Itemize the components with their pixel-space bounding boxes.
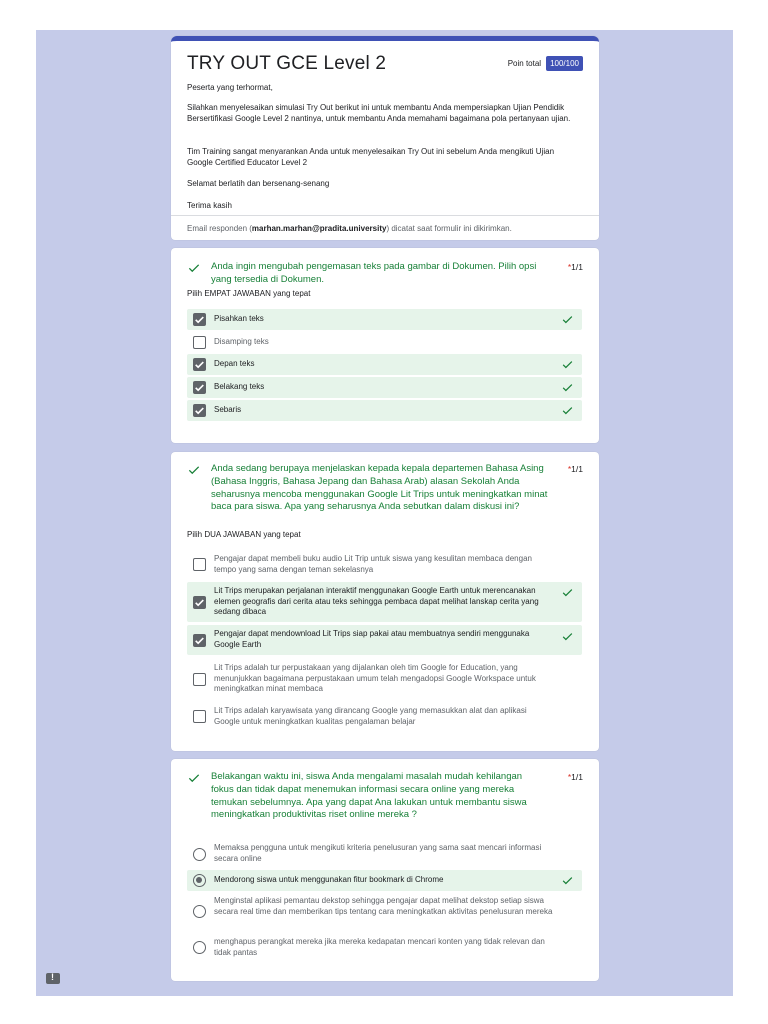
option-label: Pisahkan teks	[214, 314, 264, 323]
correct-check-icon	[561, 381, 574, 394]
question-instruction: Pilih EMPAT JAWABAN yang tepat	[187, 289, 311, 298]
option-lit-trips-google-earth[interactable]	[187, 582, 582, 622]
correct-check-icon	[561, 358, 574, 371]
question-score: *1/1	[567, 464, 583, 474]
option-label: Sebaris	[214, 405, 242, 414]
option-disamping-teks[interactable]	[187, 332, 582, 353]
option-label: menghapus perangkat mereka jika mereka kedapatan mencari konten yang tidak relevan dan tidak pantas	[214, 937, 545, 957]
option-label: Lit Trips adalah tur perpustakaan yang dijalankan oleh tim Google for Education, yang menunjukkan bagaimana perpustakaan umum telah mengadopsi Google Workspace untuk meningkatkan minat membaca	[214, 663, 536, 693]
option-depan-teks[interactable]	[187, 354, 582, 375]
question-instruction: Pilih DUA JAWABAN yang tepat	[187, 530, 301, 539]
option-force-criteria[interactable]	[187, 840, 582, 868]
checkbox-checked[interactable]	[193, 404, 206, 417]
feedback-icon[interactable]	[46, 973, 60, 984]
checkbox-unchecked[interactable]	[193, 710, 206, 723]
checkbox-checked[interactable]	[193, 596, 206, 609]
option-label: Mendorong siswa untuk menggunakan fitur bookmark di Chrome	[214, 875, 444, 884]
option-label: Depan teks	[214, 359, 255, 368]
checkbox-checked[interactable]	[193, 634, 206, 647]
option-label: Lit Trips adalah karyawisata yang dirancang Google yang memasukkan alat dan aplikasi Google untuk meningkatkan kualitas pengalaman belajar	[214, 706, 527, 726]
question-score: *1/1	[567, 772, 583, 782]
description-paragraph-3: Selamat berlatih dan bersenang-senang	[187, 179, 330, 188]
description-paragraph-4: Terima kasih	[187, 201, 232, 210]
points-label: Poin total	[507, 59, 542, 68]
question-card-3	[171, 759, 599, 981]
option-label: Memaksa pengguna untuk mengikuti kriteria penelusuran yang sama saat mencari informasi secara online	[214, 843, 542, 863]
radio-unselected[interactable]	[193, 941, 206, 954]
question-text: Belakangan waktu ini, siswa Anda mengalami masalah mudah kehilangan fokus dan tidak dapat menemukan informasi secara online yang mereka temukan sebelumnya. Apa yang dapat Ana lakukan untuk membantu siswa meningkatkan produktivitas riset online mereka ?	[211, 771, 527, 821]
option-label: Pengajar dapat mendownload Lit Trips siap pakai atau membuatnya sendiri menggunaka Google Earth	[214, 629, 530, 649]
option-label: Menginstal aplikasi pemantau dekstop sehingga pengajar dapat melihat dekstop setiap siswa secara real time dan memberikan tips tentang cara meningkatkan aktivitas penelusuran mereka	[214, 896, 553, 916]
points-badge: 100/100	[546, 56, 583, 71]
option-remove-devices[interactable]	[187, 934, 582, 962]
option-label: Belakang teks	[214, 382, 265, 391]
option-audio-book[interactable]	[187, 551, 582, 579]
header-divider	[171, 215, 599, 216]
question-score: *1/1	[567, 262, 583, 272]
radio-unselected[interactable]	[193, 848, 206, 861]
correct-check-icon	[561, 313, 574, 326]
description-paragraph-1: Silahkan menyelesaikan simulasi Try Out berikut ini untuk membantu Anda mempersiapkan Ujian Pendidik Bersertifikasi Google Level 2 nantinya, untuk membantu Anda memahami bagaimana pola pertanyaan ujian.	[187, 103, 571, 123]
correct-check-icon	[561, 586, 574, 599]
option-belakang-teks[interactable]	[187, 377, 582, 398]
option-label: Disamping teks	[214, 337, 269, 346]
option-download-lit-trips[interactable]	[187, 625, 582, 655]
option-pisahkan-teks[interactable]	[187, 309, 582, 330]
total-points	[508, 56, 583, 71]
checkbox-checked[interactable]	[193, 313, 206, 326]
option-field-trip[interactable]	[187, 703, 582, 731]
question-card-2	[171, 452, 599, 751]
correct-check-icon	[187, 463, 201, 477]
correct-check-icon	[187, 261, 201, 275]
option-sebaris[interactable]	[187, 400, 582, 421]
checkbox-checked[interactable]	[193, 358, 206, 371]
option-library-tour[interactable]	[187, 660, 582, 698]
description-greeting: Peserta yang terhormat,	[187, 83, 273, 92]
question-text: Anda sedang berupaya menjelaskan kepada kepala departemen Bahasa Asing (Bahasa Inggris, Bahasa Jepang dan Bahasa Arab) alasan Sekolah Anda seharusnya mencoba menggunakan Google Lit Trips untuk meningkatkan minat baca para siswa. Apa yang seharusnya Anda sebutkan dalam diskusi ini?	[211, 463, 548, 513]
question-card-1	[171, 248, 599, 443]
option-label: Lit Trips merupakan perjalanan interaktif menggunakan Google Earth untuk merencanakan elemen geografis dari cerita atau teks sehingga pembaca dapat melihat lanskap cerita yang sedang dibaca	[214, 586, 539, 616]
checkbox-checked[interactable]	[193, 381, 206, 394]
form-title: TRY OUT GCE Level 2	[187, 53, 387, 74]
respondent-email: marhan.marhan@pradita.university	[251, 224, 387, 233]
description-paragraph-2: Tim Training sangat menyarankan Anda untuk menyelesaikan Try Out ini sebelum Anda mengikuti Ujian Google Certified Educator Level 2	[187, 147, 555, 167]
correct-check-icon	[561, 630, 574, 643]
radio-unselected[interactable]	[193, 905, 206, 918]
form-header-card	[171, 36, 599, 240]
correct-check-icon	[187, 771, 201, 785]
question-text: Anda ingin mengubah pengemasan teks pada gambar di Dokumen. Pilih opsi yang tersedia di Dokumen.	[211, 261, 537, 285]
checkbox-unchecked[interactable]	[193, 673, 206, 686]
option-label: Pengajar dapat membeli buku audio Lit Trip untuk siswa yang kesulitan membaca dengan tempo yang sama dengan teman sekelasnya	[214, 554, 532, 574]
correct-check-icon	[561, 874, 574, 887]
correct-check-icon	[561, 404, 574, 417]
email-notice: Email responden (marhan.marhan@pradita.university) dicatat saat formulir ini dikirimkan.	[187, 224, 512, 233]
checkbox-unchecked[interactable]	[193, 336, 206, 349]
option-desktop-monitor[interactable]	[187, 893, 582, 931]
checkbox-unchecked[interactable]	[193, 558, 206, 571]
option-bookmark-chrome[interactable]	[187, 870, 582, 891]
radio-selected[interactable]	[193, 874, 206, 887]
